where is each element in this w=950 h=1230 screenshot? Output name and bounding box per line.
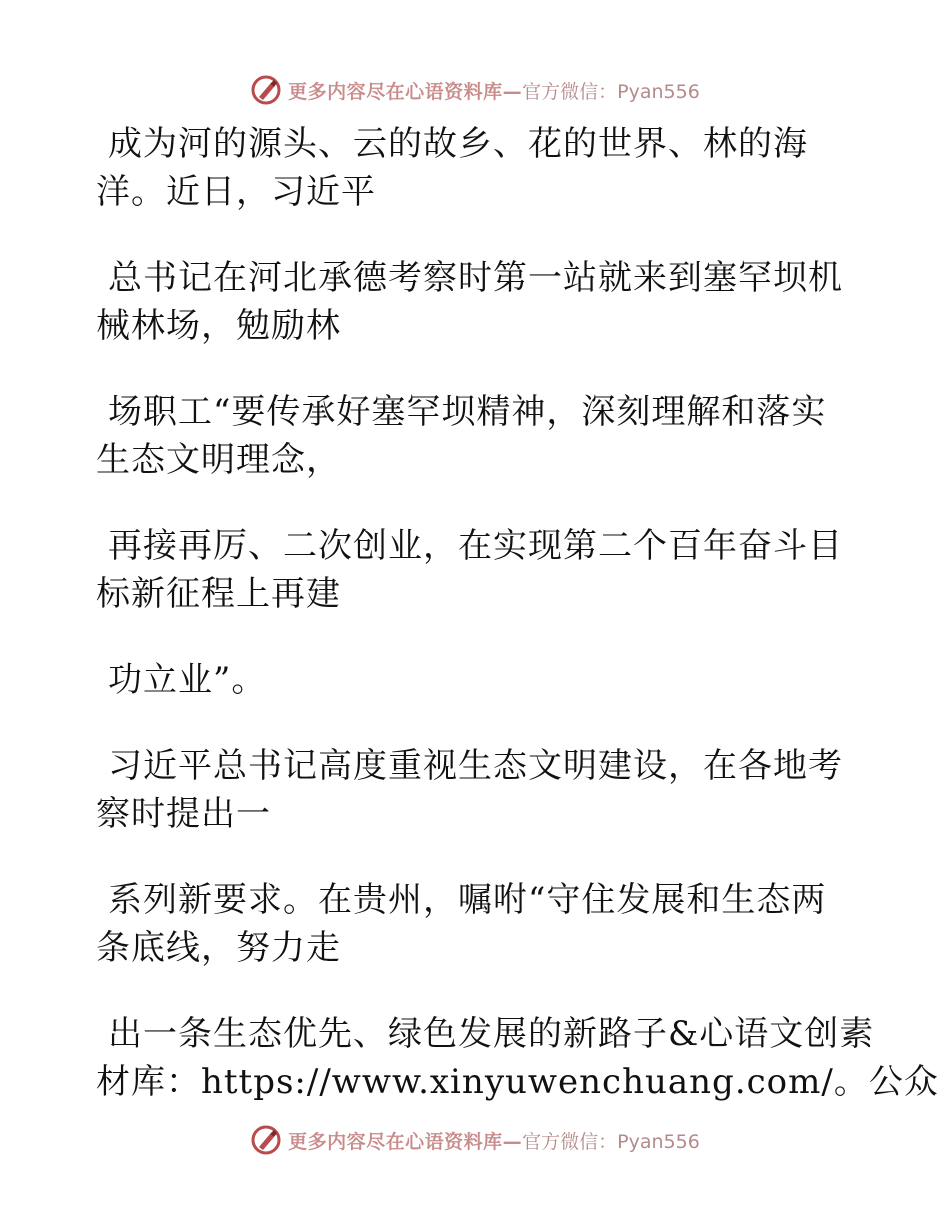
- paragraph-line: 功立业”。: [108, 660, 267, 700]
- pen-logo-icon: [250, 1124, 282, 1156]
- watermark-contact: 官方微信：Pyan556: [522, 1130, 700, 1153]
- paragraph-line: 标新征程上再建: [96, 574, 341, 614]
- pen-logo-icon: [250, 74, 282, 106]
- paragraph-line: 生态文明理念，: [96, 440, 341, 480]
- document-body: [96, 120, 939, 1106]
- paragraph-line: 械林场，勉励林: [96, 306, 341, 346]
- watermark-text: 更多内容尽在心语资料库—: [288, 1130, 523, 1153]
- paragraph-line: 察时提出一: [96, 794, 271, 834]
- paragraph-line: 再接再厉、二次创业，在实现第二个百年奋斗目: [108, 526, 843, 566]
- footer-watermark: [0, 1120, 950, 1160]
- paragraph-line: 系列新要求。在贵州，嘱咐“守住发展和生态两: [108, 880, 827, 920]
- header-watermark: [0, 70, 950, 110]
- watermark-text: 更多内容尽在心语资料库—: [288, 80, 523, 103]
- paragraph-line: 条底线，努力走: [96, 928, 341, 968]
- paragraph-line: 习近平总书记高度重视生态文明建设，在各地考: [108, 746, 843, 786]
- watermark-contact: 官方微信：Pyan556: [522, 80, 700, 103]
- paragraph-line: 洋。近日，习近平: [96, 172, 376, 212]
- paragraph-line: 成为河的源头、云的故乡、花的世界、林的海: [108, 124, 808, 164]
- paragraph-line: 材库：https://www.xinyuwenchuang.com/。公众: [96, 1062, 939, 1102]
- paragraph-line: 场职工“要传承好塞罕坝精神，深刻理解和落实: [108, 392, 827, 432]
- paragraph-line: 出一条生态优先、绿色发展的新路子&心语文创素: [108, 1014, 875, 1054]
- paragraph-line: 总书记在河北承德考察时第一站就来到塞罕坝机: [108, 258, 843, 298]
